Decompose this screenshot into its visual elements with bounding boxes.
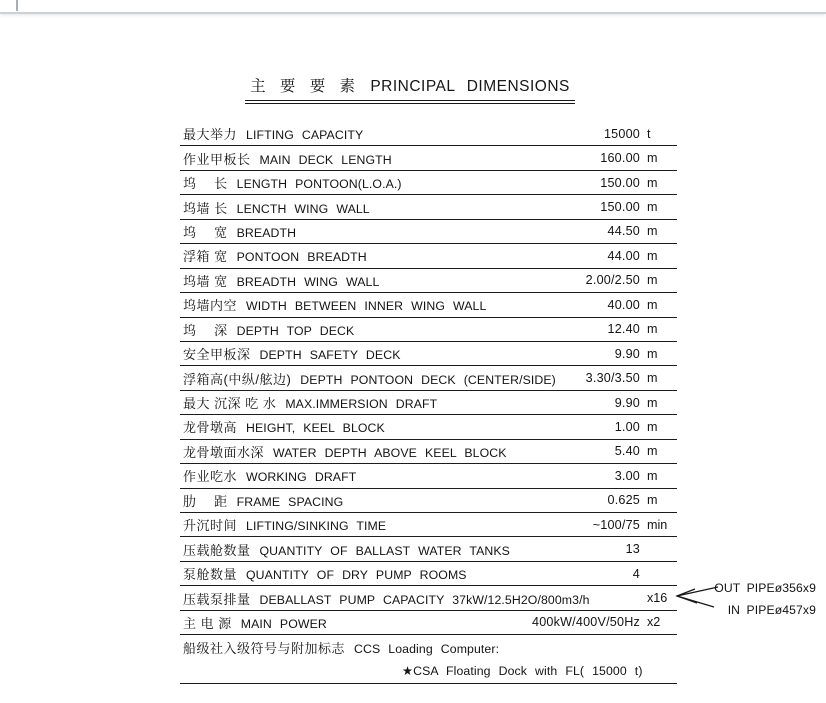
row-unit: m — [647, 346, 658, 361]
row-unit: t — [647, 126, 651, 141]
table-row — [180, 269, 677, 293]
page-title-en: PRINCIPAL DIMENSIONS — [370, 78, 570, 95]
row-label — [183, 295, 486, 314]
table-row — [180, 318, 677, 342]
principal-dimensions-table — [180, 122, 677, 684]
row-label-en: LIFTING/SINKING TIME — [246, 519, 387, 534]
table-row — [180, 489, 677, 513]
row-label — [183, 466, 356, 485]
row-label-en: DEBALLAST PUMP CAPACITY 37kW/12.5H2O/800m3/h — [259, 592, 590, 607]
row-label-cn: 坞 宽 — [183, 224, 228, 240]
row-label — [183, 271, 379, 290]
row-label-cn: 升沉时间 — [183, 518, 238, 534]
row-label — [183, 320, 354, 339]
table-row — [180, 586, 677, 610]
row-value: 4 — [632, 566, 640, 581]
row-unit: m — [647, 468, 658, 483]
row-value: 1.00 — [614, 419, 640, 434]
row-label — [183, 124, 363, 143]
row-label — [183, 540, 510, 559]
table-row — [180, 122, 677, 146]
row-label-en: WIDTH BETWEEN INNER WING WALL — [246, 299, 487, 314]
row-label-en: MAIN DECK LENGTH — [259, 152, 392, 167]
row-label — [183, 442, 507, 461]
row-label — [183, 246, 367, 265]
table-row — [180, 146, 677, 170]
row-label-cn: 坞墙内空 — [183, 298, 238, 314]
row-value: 9.90 — [614, 346, 640, 361]
row-label — [183, 149, 392, 168]
row-value: 150.00 — [600, 200, 640, 215]
row-label — [183, 589, 590, 608]
row-label-en: DEPTH SAFETY DECK — [259, 348, 401, 363]
row-label-cn: 压载舱数量 — [183, 542, 251, 558]
row-label-en: BREADTH — [236, 225, 297, 240]
table-row — [180, 415, 677, 439]
row-unit: x16 — [647, 591, 668, 606]
row-value: 12.40 — [607, 322, 640, 337]
table-row — [180, 562, 677, 586]
row-label-cn: 作业甲板长 — [183, 151, 251, 167]
row-label-cn: 泵舱数量 — [183, 567, 238, 583]
row-label — [183, 198, 370, 217]
row-label — [183, 564, 467, 583]
row-label-cn: 坞 长 — [183, 176, 228, 192]
table-row — [180, 220, 677, 244]
row-value: 3.00 — [614, 468, 640, 483]
page-title — [245, 74, 575, 104]
in-pipe-note: IN PIPEø457x9 — [727, 603, 816, 617]
leader-arrow-icon — [660, 575, 722, 617]
row-label-cn: 坞墙 宽 — [183, 273, 228, 289]
row-value: 44.00 — [607, 248, 640, 263]
title-double-underline — [245, 100, 575, 104]
row-value: 0.625 — [607, 493, 640, 508]
table-row — [180, 537, 677, 561]
row-label — [183, 369, 556, 388]
table-row — [180, 366, 677, 390]
row-label-cn: 压载泵排量 — [183, 591, 251, 607]
page-title-cn: 主 要 要 素 — [250, 78, 360, 95]
table-row — [180, 342, 677, 366]
row-unit: x2 — [647, 615, 661, 630]
table-row — [180, 440, 677, 464]
row-value: 150.00 — [600, 175, 640, 190]
row-label-en: LENCTH WING WALL — [236, 201, 370, 216]
row-label-cn: 主 电 源 — [183, 615, 232, 631]
row-unit: m — [647, 371, 658, 386]
row-label-en: QUANTITY OF BALLAST WATER TANKS — [259, 543, 510, 558]
row-unit: m — [647, 224, 658, 239]
window-chrome-divider — [0, 0, 826, 14]
row-unit: m — [647, 248, 658, 263]
row-label-en: LIFTING CAPACITY — [246, 128, 364, 143]
row-label-en: FRAME SPACING — [236, 494, 344, 509]
row-unit: m — [647, 273, 658, 288]
row-label — [183, 393, 437, 412]
row-unit: m — [647, 493, 658, 508]
row-label-en: DEPTH PONTOON DECK (CENTER/SIDE) — [300, 372, 556, 387]
row-label-en: MAIN POWER — [240, 616, 327, 631]
table-row — [180, 464, 677, 488]
row-unit: m — [647, 175, 658, 190]
row-unit: m — [647, 297, 658, 312]
out-pipe-note: OUT PIPEø356x9 — [714, 581, 816, 595]
row-value: 3.30/3.50 — [585, 371, 640, 386]
row-label — [183, 613, 327, 632]
row-value: 15000 — [603, 126, 640, 141]
row-label-cn: 浮箱 宽 — [183, 249, 228, 265]
table-row — [180, 611, 677, 635]
row-value: 13 — [625, 542, 640, 557]
row-value: 2.00/2.50 — [585, 273, 640, 288]
row-label-en: QUANTITY OF DRY PUMP ROOMS — [246, 568, 467, 583]
table-row — [180, 195, 677, 219]
row-value: 160.00 — [600, 151, 640, 166]
row-unit: m — [647, 444, 658, 459]
row-label-cn: 最大 沉深 吃 水 — [183, 396, 277, 412]
row-label-en: WATER DEPTH ABOVE KEEL BLOCK — [273, 445, 507, 460]
row-value: 44.50 — [607, 224, 640, 239]
row-label — [183, 417, 385, 436]
row-label-en: WORKING DRAFT — [246, 470, 357, 485]
row-label — [402, 664, 643, 679]
row-label — [183, 173, 402, 192]
row-label-cn: 龙骨墩面水深 — [183, 444, 265, 460]
row-label-en: DEPTH TOP DECK — [236, 323, 355, 338]
row-value: 40.00 — [607, 297, 640, 312]
row-value: 5.40 — [614, 444, 640, 459]
row-label-en: CCS Loading Computer: — [354, 641, 500, 656]
row-value: 9.90 — [614, 395, 640, 410]
row-label-en: HEIGHT, KEEL BLOCK — [246, 421, 385, 436]
row-label-en: MAX.IMMERSION DRAFT — [285, 397, 438, 412]
row-label-cn: 龙骨墩高 — [183, 420, 238, 436]
row-label-cn: 肋 距 — [183, 493, 228, 509]
table-row — [180, 171, 677, 195]
table-row — [180, 244, 677, 268]
row-label-cn: 坞 深 — [183, 322, 228, 338]
chrome-tick-mark — [16, 0, 18, 11]
row-label — [183, 638, 499, 657]
row-label-cn: 安全甲板深 — [183, 347, 251, 363]
row-label-cn: 浮箱高(中纵/舷边) — [183, 371, 292, 387]
table-row — [180, 391, 677, 415]
row-label-cn: 作业吃水 — [183, 469, 238, 485]
row-value: 400kW/400V/50Hz — [531, 615, 640, 630]
row-label — [183, 491, 343, 510]
table-row — [180, 660, 677, 684]
row-unit: m — [647, 419, 658, 434]
row-label — [183, 222, 296, 241]
row-label — [183, 344, 401, 363]
row-label — [183, 515, 386, 534]
row-label-en: ★CSA Floating Dock with FL( 15000 t) — [402, 664, 643, 679]
row-value: ~100/75 — [592, 517, 640, 532]
row-label-en: LENGTH PONTOON(L.O.A.) — [236, 177, 402, 192]
row-unit: m — [647, 322, 658, 337]
table-row — [180, 513, 677, 537]
row-unit: m — [647, 200, 658, 215]
row-unit: m — [647, 151, 658, 166]
row-label-cn: 最大举力 — [183, 127, 238, 143]
row-label-en: PONTOON BREADTH — [236, 250, 367, 265]
row-label-cn: 坞墙 长 — [183, 200, 228, 216]
row-label-en: BREADTH WING WALL — [236, 274, 380, 289]
row-unit: min — [647, 517, 668, 532]
row-unit: m — [647, 395, 658, 410]
table-row — [180, 293, 677, 317]
table-row — [180, 635, 677, 659]
row-label-cn: 船级社入级符号与附加标志 — [183, 640, 346, 656]
